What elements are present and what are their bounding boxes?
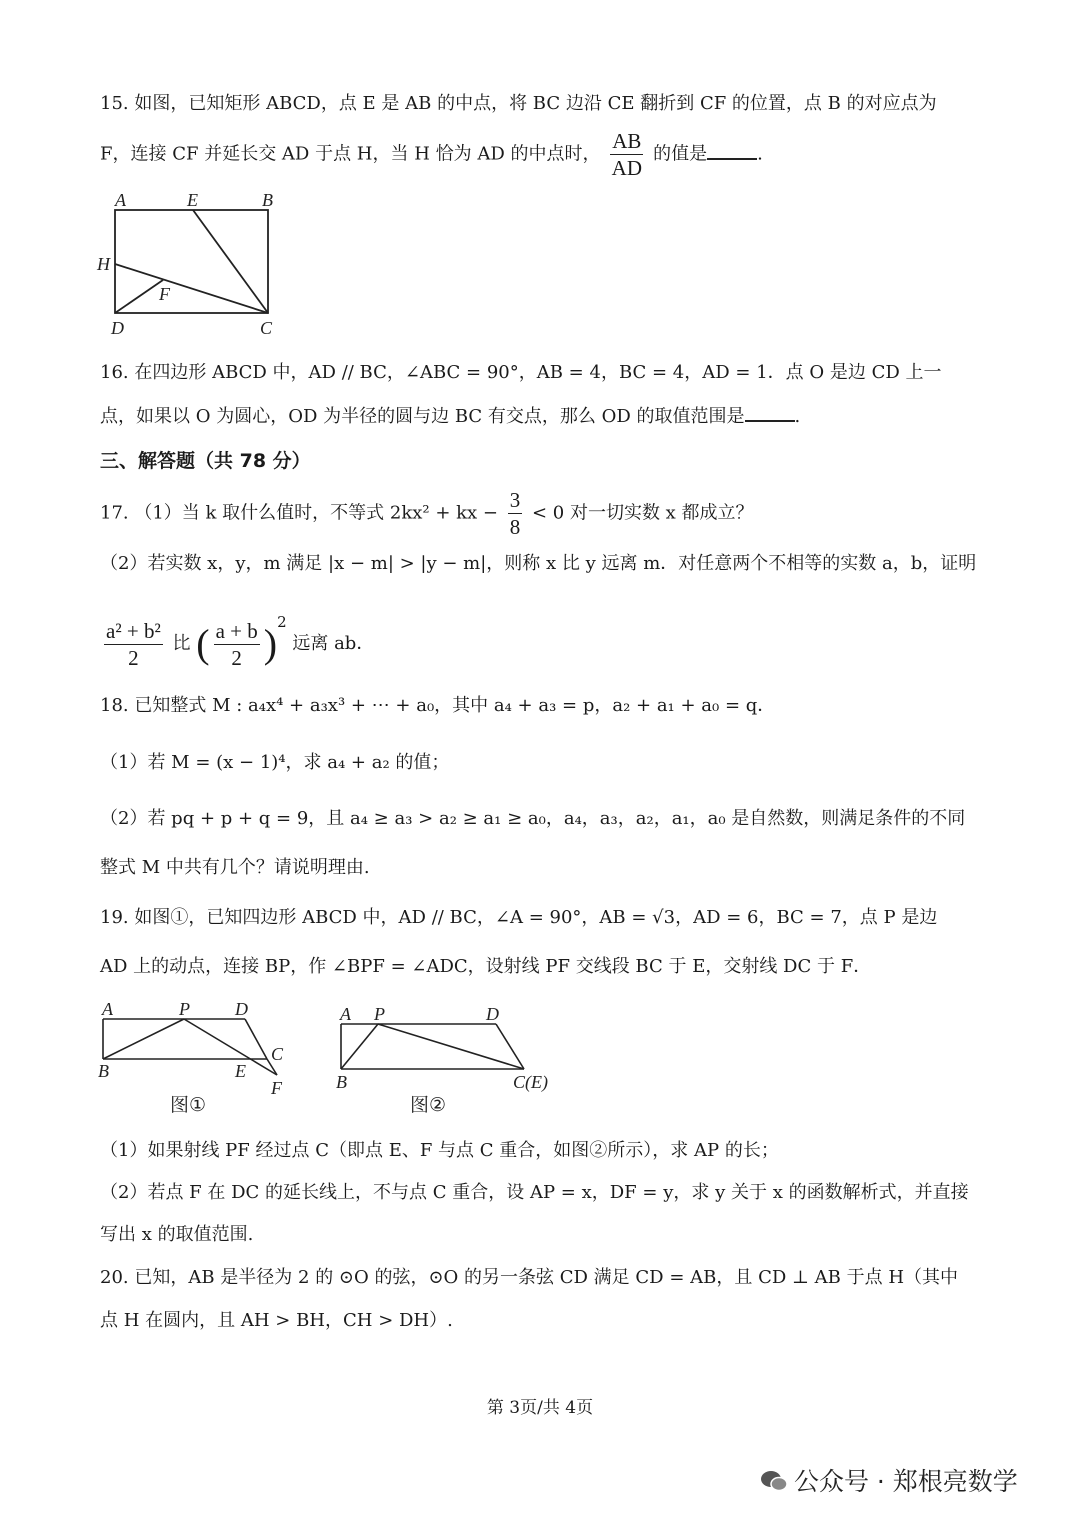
- watermark: [760, 1462, 1018, 1498]
- label-a: A: [115, 190, 126, 210]
- section-title: 三、解答题（共 78 分）: [100, 450, 311, 472]
- q18-line1: 18. 已知整式 M : a₄x⁴ + a₃x³ + ⋯ + a₀，其中 a₄ + a₃ = p，a₂ + a₁ + a₀ = q．: [100, 695, 776, 716]
- paren-left: (: [196, 621, 210, 666]
- q17-frac-den: 8: [509, 515, 521, 539]
- label-a: A: [340, 1004, 351, 1024]
- segment-df: [115, 280, 163, 313]
- q17-frac-num: 3: [509, 488, 521, 512]
- watermark-text: 公众号 · 郑根亮数学: [793, 1467, 1018, 1496]
- q15-frac-den: AD: [611, 156, 642, 180]
- q19-figure-1: [95, 998, 305, 1123]
- label-p: P: [179, 999, 190, 1019]
- q15-frac-num: AB: [612, 129, 642, 153]
- answer-blank: [745, 404, 795, 422]
- q19-line1: 19. 如图①，已知四边形 ABCD 中，AD // BC，∠A = 90°，AB = √3，AD = 6，BC = 7，点 P 是边: [100, 907, 938, 928]
- segment-hc: [115, 264, 268, 313]
- q18-line4: 整式 M 中共有几个？请说明理由.: [100, 857, 370, 878]
- q17-line1: [100, 487, 754, 540]
- q17-mid: 比: [172, 633, 191, 654]
- q17-f2-den: 2: [231, 645, 242, 670]
- q17-fraction-1: [104, 618, 163, 671]
- q16-line2: 点，如果以 O 为圆心，OD 为半径的圆与边 BC 有交点，那么 OD 的取值范围是 .: [100, 406, 801, 427]
- ray-pf: [184, 1019, 277, 1075]
- segment-ec: [193, 210, 268, 313]
- label-ce: C(E): [513, 1072, 548, 1092]
- q17-f1-den: 2: [128, 645, 139, 670]
- q19-line4: （2）若点 F 在 DC 的延长线上，不与点 C 重合，设 AP = x，DF = y，求 y 关于 x 的函数解析式，并直接: [100, 1182, 969, 1203]
- q15-line2: F，连接 CF 并延长交 AD 于点 H，当 H 恰为 AD 的中点时， $\frac{AB}{AD}$ 的值是 .: [100, 129, 763, 180]
- q15-line1: 15. 如图，已知矩形 ABCD，点 E 是 AB 的中点，将 BC 边沿 CE 翻折到 CF 的位置，点 B 的对应点为: [100, 93, 937, 114]
- label-p: P: [374, 1004, 385, 1024]
- paren-right: ): [263, 621, 278, 666]
- label-b: B: [262, 190, 273, 210]
- q20-line1: 20. 已知，AB 是半径为 2 的 ⊙O 的弦，⊙O 的另一条弦 CD 满足 CD = AB，且 CD ⊥ AB 于点 H（其中: [100, 1267, 959, 1288]
- label-c: C: [271, 1044, 284, 1064]
- wechat-icon: [760, 1469, 786, 1491]
- label-d: D: [486, 1004, 499, 1024]
- label-d: D: [235, 999, 248, 1019]
- q15-figure: [95, 188, 295, 343]
- q15-line2-text: F，连接 CF 并延长交 AD 于点 H，当 H 恰为 AD 的中点时，: [100, 143, 601, 165]
- page-footer: 第 3页/共 4页: [486, 1398, 594, 1418]
- q16-line1: 16. 在四边形 ABCD 中，AD // BC，∠ABC = 90°，AB = 4，BC = 4，AD = 1．点 O 是边 CD 上一: [100, 362, 942, 383]
- answer-blank: [707, 142, 757, 160]
- figure-1-caption: 图①: [170, 1094, 207, 1116]
- q17-tail: 远离 ab．: [292, 633, 375, 654]
- label-d: D: [111, 318, 124, 338]
- segment-bp: [103, 1019, 184, 1059]
- q19-line5: 写出 x 的取值范围.: [100, 1224, 254, 1245]
- q15-fraction: [610, 128, 643, 181]
- segment-pc: [378, 1024, 524, 1069]
- segment-bp: [341, 1024, 378, 1069]
- q17-f2-num: a + b: [215, 618, 258, 643]
- label-f: F: [271, 1078, 282, 1098]
- q19-line2: AD 上的动点，连接 BP，作 ∠BPF = ∠ADC，设射线 PF 交线段 BC 于 E，交射线 DC 于 F．: [100, 956, 872, 977]
- q20-line2: 点 H 在圆内，且 AH > BH，CH > DH）.: [100, 1310, 453, 1331]
- label-f: F: [159, 284, 170, 304]
- q17-f1-num: a² + b²: [106, 618, 161, 643]
- q17-fraction: [508, 487, 523, 540]
- q18-line3: （2）若 pq + p + q = 9，且 a₄ ≥ a₃ > a₂ ≥ a₁ ≥ a₀，a₄，a₃，a₂，a₁，a₀ 是自然数，则满足条件的不同: [100, 808, 966, 829]
- label-c: C: [260, 318, 273, 338]
- q16-line2-text: 点，如果以 O 为圆心，OD 为半径的圆与边 BC 有交点，那么 OD 的取值范围是: [100, 406, 745, 427]
- q17-fraction-2: [214, 618, 260, 671]
- q19-line3: （1）如果射线 PF 经过点 C（即点 E、F 与点 C 重合，如图②所示），求 AP 的长；: [100, 1140, 779, 1161]
- label-e: E: [235, 1061, 246, 1081]
- figure-2-caption: 图②: [410, 1094, 447, 1116]
- q19-figure-2: [330, 1003, 570, 1123]
- q17-line1-text: 17. （1）当 k 取什么值时，不等式 2kx² + kx −: [100, 502, 498, 524]
- q18-line2: （1）若 M = (x − 1)⁴，求 a₄ + a₂ 的值；: [100, 752, 450, 773]
- q17-line3: $\frac{\text{a² + b²}}{2}$ 比 ( $\frac{a + b}{2}$ )$^2$ 远离 ab．: [106, 613, 375, 670]
- segment-dc: [245, 1019, 267, 1059]
- q17-line1-tail: < 0 对一切实数 x 都成立？: [531, 502, 754, 524]
- label-b: B: [336, 1072, 347, 1092]
- q17-line2: （2）若实数 x，y，m 满足 |x − m| > |y − m|，则称 x 比 y 远离 m．对任意两个不相等的实数 a，b，证明: [100, 553, 977, 574]
- label-e: E: [187, 190, 198, 210]
- label-h: H: [97, 254, 110, 274]
- q15-line2-tail: 的值是: [653, 143, 708, 165]
- label-b: B: [98, 1061, 109, 1081]
- label-a: A: [102, 999, 113, 1019]
